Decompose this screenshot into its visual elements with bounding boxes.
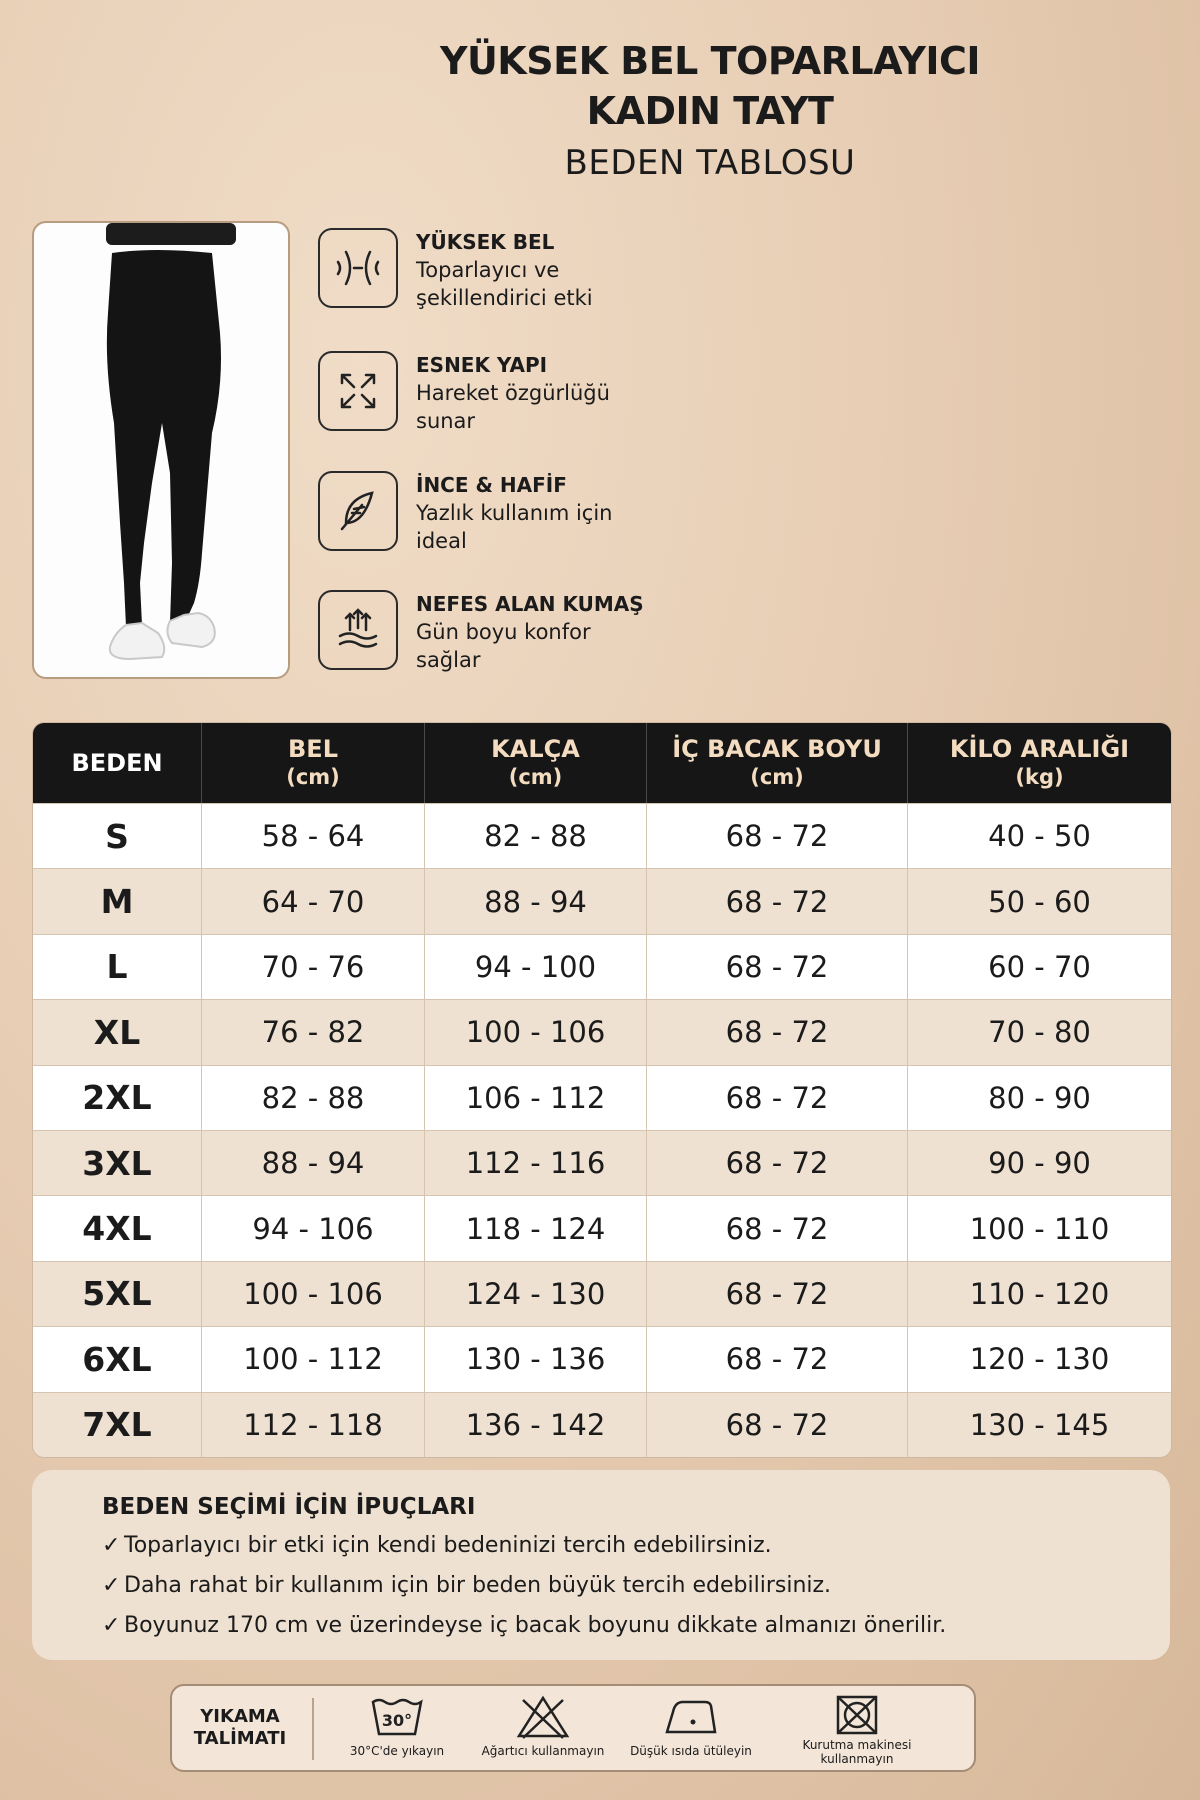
care-label: Ağartıcı kullanmayın bbox=[481, 1744, 605, 1758]
table-row bbox=[33, 1065, 1171, 1130]
care-label: Düşük ısıda ütüleyin bbox=[630, 1744, 752, 1758]
cell-size: M bbox=[33, 869, 202, 933]
size-table bbox=[32, 722, 1172, 1458]
cell-weight: 120 - 130 bbox=[969, 1342, 1110, 1377]
column-header-hip: KALÇA (cm) bbox=[425, 723, 647, 803]
care-label: 30°C'de yıkayın bbox=[349, 1744, 445, 1758]
column-header-waist: BEL (cm) bbox=[202, 723, 425, 803]
leggings-illustration bbox=[34, 223, 288, 677]
cell-weight: 80 - 90 bbox=[988, 1080, 1091, 1115]
cell-weight: 40 - 50 bbox=[988, 819, 1091, 854]
cell-waist: 100 - 106 bbox=[202, 1262, 425, 1326]
cell-waist: 64 - 70 bbox=[202, 869, 425, 933]
table-row bbox=[33, 1326, 1171, 1391]
check-icon: ✓ bbox=[102, 1533, 121, 1558]
table-row bbox=[33, 999, 1171, 1064]
page-subtitle: BEDEN TABLOSU bbox=[564, 143, 856, 183]
feature-stretch bbox=[318, 347, 718, 437]
cell-waist: 88 - 94 bbox=[202, 1131, 425, 1195]
cell-weight: 110 - 120 bbox=[969, 1276, 1110, 1311]
cell-inseam: 68 - 72 bbox=[647, 1066, 908, 1130]
tip-item: ✓ Boyunuz 170 cm ve üzerindeyse iç bacak boyunu dikkate almanızı önerilir. bbox=[102, 1606, 1170, 1646]
column-header-inseam: İÇ BACAK BOYU (cm) bbox=[647, 723, 908, 803]
cell-inseam: 68 - 72 bbox=[647, 1327, 908, 1391]
care-item-dryer bbox=[782, 1694, 932, 1766]
feature-desc-line1: Toparlayıcı ve bbox=[416, 258, 560, 282]
cell-weight: 60 - 70 bbox=[988, 949, 1091, 984]
feature-desc-line2: şekillendirici etki bbox=[416, 286, 593, 310]
cell-inseam: 68 - 72 bbox=[647, 1262, 908, 1326]
cell-inseam: 68 - 72 bbox=[647, 1000, 908, 1064]
table-row bbox=[33, 868, 1171, 933]
header bbox=[400, 36, 1020, 188]
cell-hip: 82 - 88 bbox=[425, 804, 647, 868]
cell-hip: 112 - 116 bbox=[425, 1131, 647, 1195]
cell-waist: 94 - 106 bbox=[202, 1196, 425, 1260]
table-row bbox=[33, 1261, 1171, 1326]
feature-light bbox=[318, 467, 718, 557]
feature-desc-line1: Hareket özgürlüğü bbox=[416, 381, 610, 405]
cell-inseam: 68 - 72 bbox=[647, 869, 908, 933]
cell-size: S bbox=[33, 804, 202, 868]
table-row bbox=[33, 1195, 1171, 1260]
cell-size: L bbox=[33, 935, 202, 999]
cell-waist: 100 - 112 bbox=[202, 1327, 425, 1391]
table-row bbox=[33, 934, 1171, 999]
cell-waist: 82 - 88 bbox=[202, 1066, 425, 1130]
no-tumble-dry-icon bbox=[834, 1694, 880, 1736]
tips-title: BEDEN SEÇİMİ İÇİN İPUÇLARI bbox=[102, 1494, 476, 1520]
cell-inseam: 68 - 72 bbox=[647, 1393, 908, 1457]
page-title-line1: YÜKSEK BEL TOPARLAYICI bbox=[439, 39, 981, 83]
cell-size: 3XL bbox=[33, 1131, 202, 1195]
tips-panel bbox=[32, 1470, 1170, 1660]
breathable-fabric-icon bbox=[318, 590, 398, 670]
cell-weight: 70 - 80 bbox=[988, 1015, 1091, 1050]
feature-desc-line1: Gün boyu konfor bbox=[416, 620, 591, 644]
feature-title: ESNEK YAPI bbox=[416, 353, 548, 377]
check-icon: ✓ bbox=[102, 1573, 121, 1598]
cell-waist: 70 - 76 bbox=[202, 935, 425, 999]
cell-weight: 100 - 110 bbox=[969, 1211, 1110, 1246]
column-header-weight: KİLO ARALIĞI (kg) bbox=[949, 735, 1130, 789]
cell-hip: 118 - 124 bbox=[425, 1196, 647, 1260]
cell-weight: 50 - 60 bbox=[988, 884, 1091, 919]
feature-desc-line2: sağlar bbox=[416, 648, 481, 672]
cell-hip: 136 - 142 bbox=[425, 1393, 647, 1457]
care-item-iron bbox=[616, 1694, 766, 1758]
tip-item: ✓ Toparlayıcı bir etki için kendi bedeninizi tercih edebilirsiniz. bbox=[102, 1526, 1170, 1566]
cell-waist: 58 - 64 bbox=[202, 804, 425, 868]
product-photo bbox=[32, 221, 290, 679]
cell-size: 4XL bbox=[33, 1196, 202, 1260]
care-instructions bbox=[170, 1684, 976, 1772]
cell-size: 2XL bbox=[33, 1066, 202, 1130]
cell-size: XL bbox=[33, 1000, 202, 1064]
cell-hip: 130 - 136 bbox=[425, 1327, 647, 1391]
cell-weight: 90 - 90 bbox=[988, 1146, 1091, 1181]
cell-hip: 94 - 100 bbox=[425, 935, 647, 999]
cell-hip: 88 - 94 bbox=[425, 869, 647, 933]
table-row bbox=[33, 1392, 1171, 1457]
feature-desc-line2: sunar bbox=[416, 409, 476, 433]
table-row bbox=[33, 803, 1171, 868]
check-icon: ✓ bbox=[102, 1613, 121, 1638]
cell-inseam: 68 - 72 bbox=[647, 935, 908, 999]
care-label: Kurutma makinesi kullanmayın bbox=[802, 1738, 912, 1766]
cell-waist: 76 - 82 bbox=[202, 1000, 425, 1064]
cell-size: 6XL bbox=[33, 1327, 202, 1391]
cell-hip: 106 - 112 bbox=[425, 1066, 647, 1130]
stretch-arrows-icon bbox=[318, 351, 398, 431]
feature-title: YÜKSEK BEL bbox=[416, 230, 555, 254]
cell-inseam: 68 - 72 bbox=[647, 804, 908, 868]
table-header bbox=[33, 723, 1171, 803]
table-row bbox=[33, 1130, 1171, 1195]
cell-size: 7XL bbox=[33, 1393, 202, 1457]
cell-inseam: 68 - 72 bbox=[647, 1131, 908, 1195]
cell-inseam: 68 - 72 bbox=[647, 1196, 908, 1260]
feature-high-waist bbox=[318, 224, 718, 314]
tip-item: ✓ Daha rahat bir kullanım için bir beden büyük tercih edebilirsiniz. bbox=[102, 1566, 1170, 1606]
page-title-line2: KADIN TAYT bbox=[586, 89, 834, 133]
low-iron-icon bbox=[661, 1694, 721, 1740]
cell-weight: 130 - 145 bbox=[969, 1407, 1110, 1442]
cell-waist: 112 - 118 bbox=[202, 1393, 425, 1457]
cell-hip: 100 - 106 bbox=[425, 1000, 647, 1064]
cell-size: 5XL bbox=[33, 1262, 202, 1326]
column-header-size: BEDEN bbox=[33, 723, 202, 803]
feature-title: İNCE & HAFİF bbox=[416, 473, 567, 497]
waist-shape-icon bbox=[318, 228, 398, 308]
no-bleach-icon bbox=[515, 1694, 571, 1740]
feather-icon bbox=[318, 471, 398, 551]
feature-desc-line2: ideal bbox=[416, 529, 467, 553]
feature-desc-line1: Yazlık kullanım için bbox=[416, 501, 613, 525]
wash-30-icon bbox=[369, 1694, 425, 1740]
feature-title: NEFES ALAN KUMAŞ bbox=[416, 592, 644, 616]
care-title: YIKAMA TALİMATI bbox=[193, 1706, 287, 1749]
table-body bbox=[33, 803, 1171, 1457]
care-item-bleach bbox=[468, 1694, 618, 1758]
svg-text:30°: 30° bbox=[381, 1711, 413, 1730]
cell-hip: 124 - 130 bbox=[425, 1262, 647, 1326]
care-item-wash bbox=[322, 1694, 472, 1758]
care-divider bbox=[312, 1698, 314, 1760]
feature-breathable bbox=[318, 586, 718, 676]
